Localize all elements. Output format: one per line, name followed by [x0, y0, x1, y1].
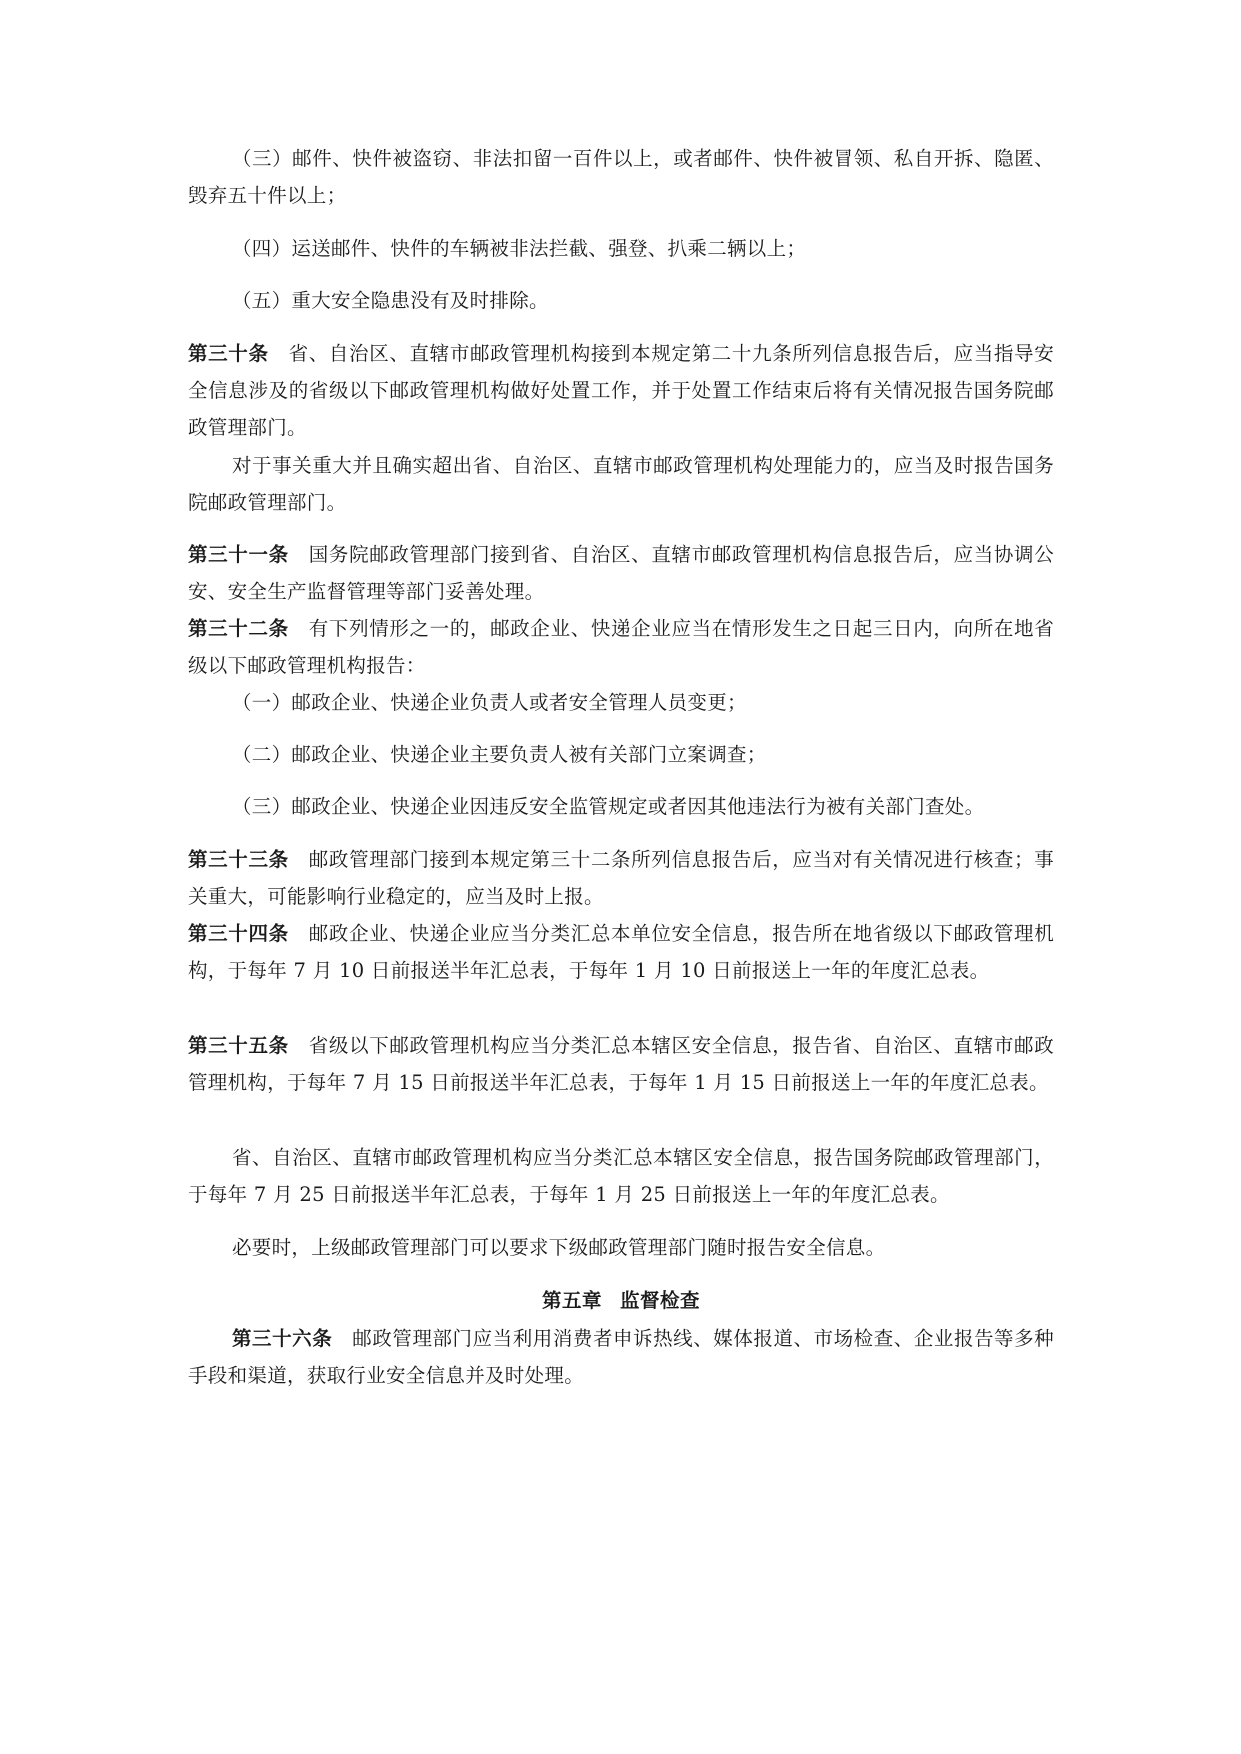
article-number: 第三十六条 — [232, 1327, 333, 1350]
list-item-5 — [188, 282, 1054, 319]
article-33 — [188, 841, 1054, 915]
article-number: 第三十条 — [188, 342, 269, 365]
paragraph-text: （五）重大安全隐患没有及时排除。 — [232, 289, 549, 312]
paragraph-text: （三）邮政企业、快递企业因违反安全监管规定或者因其他违法行为被有关部门查处。 — [232, 795, 985, 818]
paragraph-text: （四）运送邮件、快件的车辆被非法拦截、强登、扒乘二辆以上； — [232, 237, 807, 260]
paragraph-text: （三）邮件、快件被盗窃、非法扣留一百件以上，或者邮件、快件被冒领、私自开拆、隐匿、毁弃五十件以上； — [188, 147, 1054, 207]
list-item-3 — [188, 140, 1054, 214]
paragraph-text: 有下列情形之一的，邮政企业、快递企业应当在情形发生之日起三日内，向所在地省级以下邮政管理机构报告： — [188, 617, 1054, 677]
chapter-title: 监督检查 — [620, 1289, 701, 1312]
list-item-2 — [188, 736, 1054, 773]
paragraph — [188, 447, 1054, 521]
article-32 — [188, 610, 1054, 684]
article-36 — [188, 1320, 1054, 1394]
paragraph — [188, 1139, 1054, 1213]
paragraph-text: （一）邮政企业、快递企业负责人或者安全管理人员变更； — [232, 691, 747, 714]
list-item-1 — [188, 684, 1054, 721]
article-35 — [188, 1027, 1054, 1101]
article-number: 第三十二条 — [188, 617, 289, 640]
paragraph-text: 省级以下邮政管理机构应当分类汇总本辖区安全信息，报告省、自治区、直辖市邮政管理机构，于每年 7 月 15 日前报送半年汇总表，于每年 1 月 15 日前报送上一年的年度汇总表。 — [188, 1034, 1054, 1094]
paragraph-text: 国务院邮政管理部门接到省、自治区、直辖市邮政管理机构信息报告后，应当协调公安、安全生产监督管理等部门妥善处理。 — [188, 543, 1054, 603]
article-number: 第三十一条 — [188, 543, 289, 566]
chapter-heading — [188, 1282, 1054, 1319]
article-31 — [188, 536, 1054, 610]
article-number: 第三十四条 — [188, 922, 289, 945]
paragraph-text: （二）邮政企业、快递企业主要负责人被有关部门立案调查； — [232, 743, 767, 766]
paragraph-text: 邮政管理部门接到本规定第三十二条所列信息报告后，应当对有关情况进行核查；事关重大，可能影响行业稳定的，应当及时上报。 — [188, 848, 1054, 908]
paragraph-text: 省、自治区、直辖市邮政管理机构应当分类汇总本辖区安全信息，报告国务院邮政管理部门，于每年 7 月 25 日前报送半年汇总表，于每年 1 月 25 日前报送上一年的年度汇总表。 — [188, 1146, 1054, 1206]
document-page — [188, 0, 1054, 1754]
list-item-4 — [188, 230, 1054, 267]
paragraph — [188, 1229, 1054, 1266]
chapter-number: 第五章 — [541, 1289, 602, 1312]
paragraph-text: 省、自治区、直辖市邮政管理机构接到本规定第二十九条所列信息报告后，应当指导安全信息涉及的省级以下邮政管理机构做好处置工作，并于处置工作结束后将有关情况报告国务院邮政管理部门。 — [188, 342, 1054, 439]
paragraph-text: 对于事关重大并且确实超出省、自治区、直辖市邮政管理机构处理能力的，应当及时报告国务院邮政管理部门。 — [188, 454, 1054, 514]
paragraph-text: 邮政管理部门应当利用消费者申诉热线、媒体报道、市场检查、企业报告等多种手段和渠道，获取行业安全信息并及时处理。 — [188, 1327, 1054, 1387]
article-number: 第三十五条 — [188, 1034, 289, 1057]
article-34 — [188, 915, 1054, 989]
article-number: 第三十三条 — [188, 848, 289, 871]
list-item-3b — [188, 788, 1054, 825]
article-30 — [188, 335, 1054, 446]
paragraph-text: 邮政企业、快递企业应当分类汇总本单位安全信息，报告所在地省级以下邮政管理机构，于每年 7 月 10 日前报送半年汇总表，于每年 1 月 10 日前报送上一年的年度汇总表。 — [188, 922, 1054, 982]
paragraph-text: 必要时，上级邮政管理部门可以要求下级邮政管理部门随时报告安全信息。 — [232, 1236, 886, 1259]
